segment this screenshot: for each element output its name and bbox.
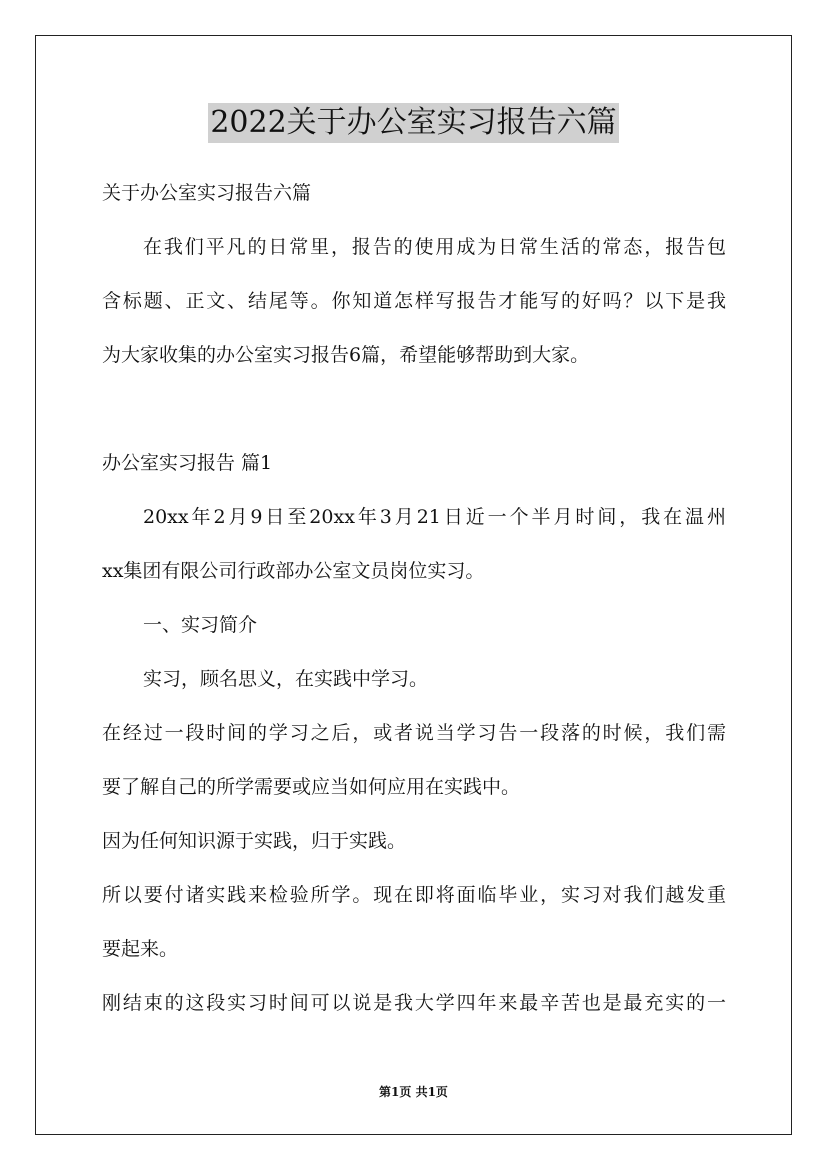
body-line-9: 要起来。 (102, 938, 179, 960)
body-line-4: 实习，顾名思义，在实践中学习。 (143, 668, 429, 690)
body-line-10: 刚结束的这段实习时间可以说是我大学四年来最辛苦也是最充实的一 (102, 992, 726, 1014)
body-line-1: 20xx年2月9日至20xx年3月21日近一个半月时间，我在温州 (143, 506, 726, 528)
body-line-7: 因为任何知识源于实践，归于实践。 (102, 830, 407, 852)
intro-line-2: 含标题、正文、结尾等。你知道怎样写报告才能写的好吗？以下是我 (102, 290, 726, 312)
page-number: 第1页 共1页 (379, 1085, 448, 1099)
body-line-8: 所以要付诸实践来检验所学。现在即将面临毕业，实习对我们越发重 (102, 884, 726, 906)
intro-line-1: 在我们平凡的日常里，报告的使用成为日常生活的常态，报告包 (143, 236, 726, 258)
subsection-heading: 一、实习简介 (143, 614, 258, 636)
body-line-5: 在经过一段时间的学习之后，或者说当学习告一段落的时候，我们需 (102, 722, 726, 744)
document-title: 2022关于办公室实习报告六篇 (208, 103, 618, 143)
body-line-6: 要了解自己的所学需要或应当如何应用在实践中。 (102, 776, 521, 798)
body-line-2: xx集团有限公司行政部办公室文员岗位实习。 (102, 560, 485, 582)
intro-line-3: 为大家收集的办公室实习报告6篇，希望能够帮助到大家。 (102, 344, 590, 366)
section-heading: 办公室实习报告 篇1 (102, 452, 273, 474)
page-footer (0, 1083, 827, 1100)
title-container (0, 103, 827, 143)
document-subtitle: 关于办公室实习报告六篇 (102, 182, 312, 204)
